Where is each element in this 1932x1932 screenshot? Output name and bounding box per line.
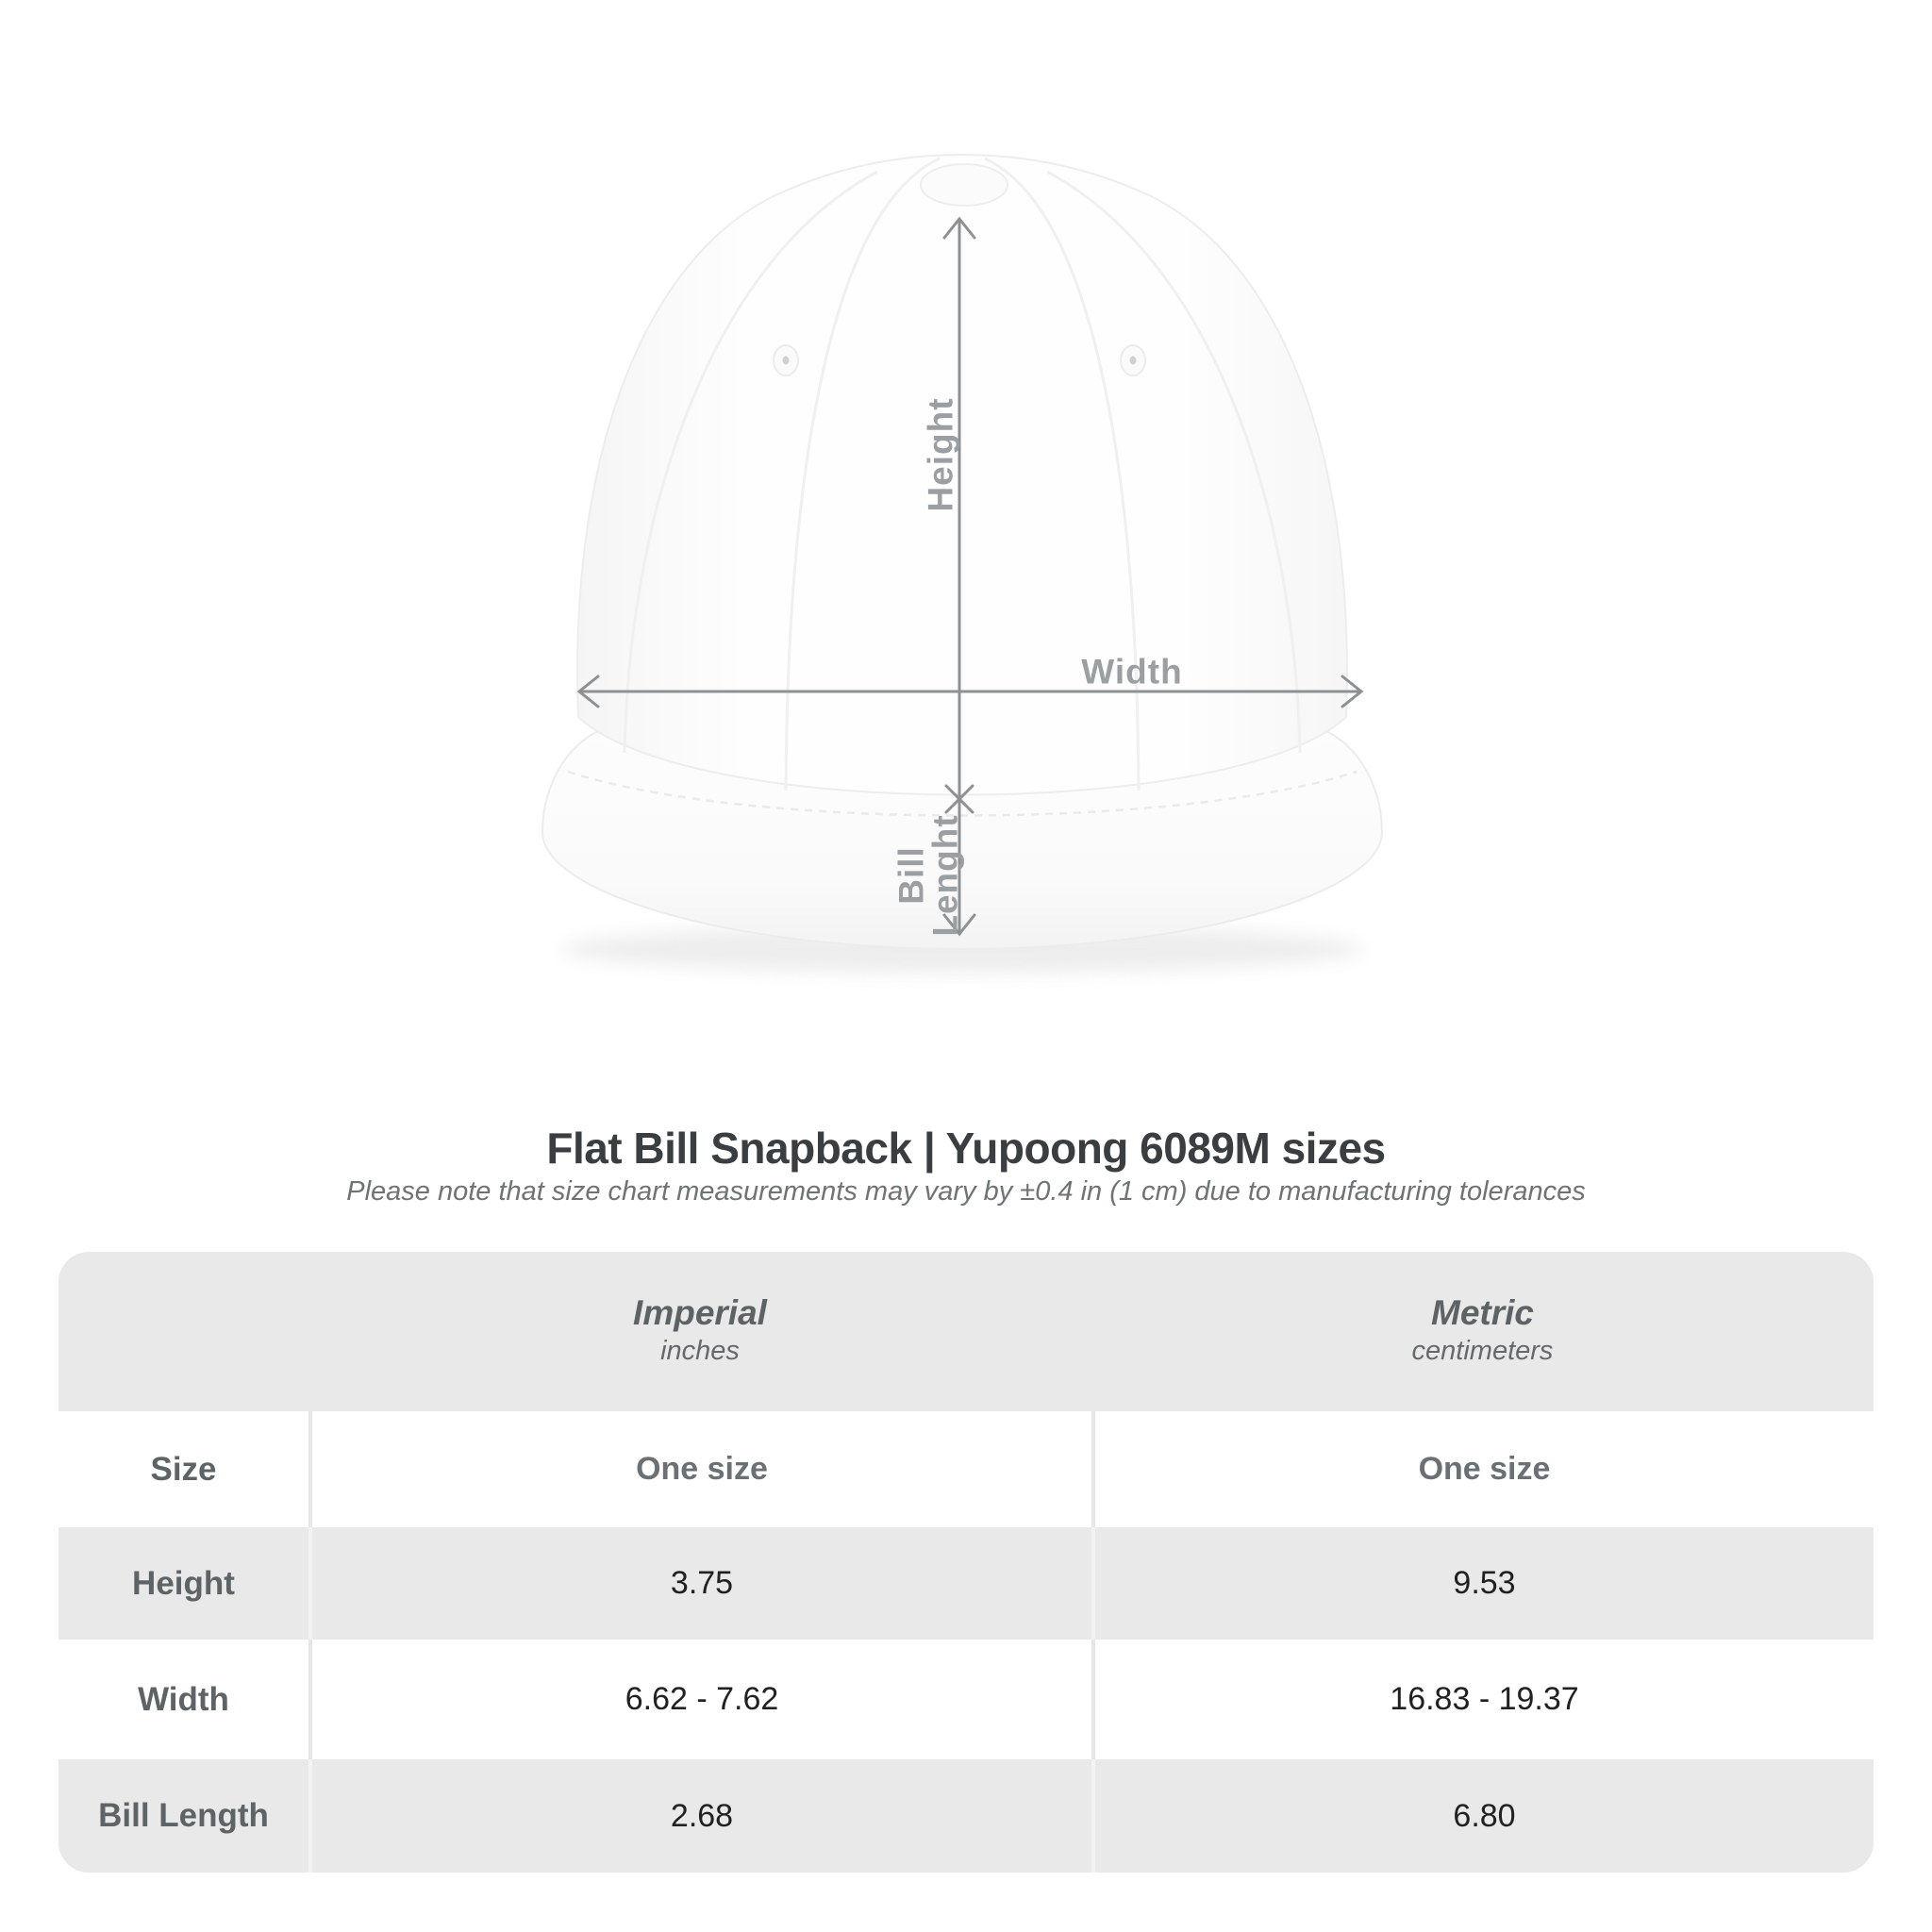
metric-unit-label: centimeters	[1411, 1336, 1554, 1366]
height-metric-value: 9.53	[1453, 1565, 1516, 1601]
width-measure-label: Width	[1081, 652, 1183, 691]
bill-length-metric-value: 6.80	[1453, 1797, 1516, 1834]
imperial-unit-label: inches	[660, 1336, 740, 1366]
eyelet-left	[774, 345, 798, 375]
table-row-width	[58, 1640, 1874, 1759]
bill-length-measure-label-line2: Lenght	[925, 814, 965, 937]
bill-length-imperial-value: 2.68	[670, 1797, 734, 1834]
table-row-size	[58, 1411, 1874, 1527]
eyelet-right	[1121, 345, 1145, 375]
table-header	[58, 1252, 1874, 1411]
size-imperial-value: One size	[636, 1451, 768, 1487]
width-imperial-value: 6.62 - 7.62	[625, 1681, 779, 1717]
metric-label: Metric	[1431, 1293, 1534, 1332]
height-measure-label: Height	[921, 397, 960, 512]
size-chart-table	[58, 1252, 1874, 1873]
page-subtitle: Please note that size chart measurements may vary by ±0.4 in (1 cm) due to manufacturing tolerances	[346, 1176, 1586, 1207]
row-label-width: Width	[138, 1680, 229, 1718]
imperial-label: Imperial	[633, 1293, 767, 1332]
size-metric-value: One size	[1418, 1451, 1551, 1487]
header-imperial	[308, 1252, 1091, 1411]
page-title: Flat Bill Snapback | Yupoong 6089M sizes	[546, 1124, 1386, 1173]
crown-top-button	[921, 164, 1008, 206]
height-imperial-value: 3.75	[670, 1565, 734, 1601]
bill-length-measure-label-line1: Bill	[891, 846, 931, 905]
width-metric-value: 16.83 - 19.37	[1390, 1681, 1579, 1717]
table-row-height	[58, 1527, 1874, 1640]
header-metric	[1091, 1252, 1874, 1411]
header-spacer	[58, 1252, 308, 1411]
table-row-bill-length	[58, 1759, 1874, 1873]
hat-crown	[577, 155, 1347, 795]
row-label-bill-length: Bill Length	[98, 1797, 269, 1834]
row-label-size: Size	[150, 1450, 217, 1488]
row-label-height: Height	[132, 1564, 235, 1602]
